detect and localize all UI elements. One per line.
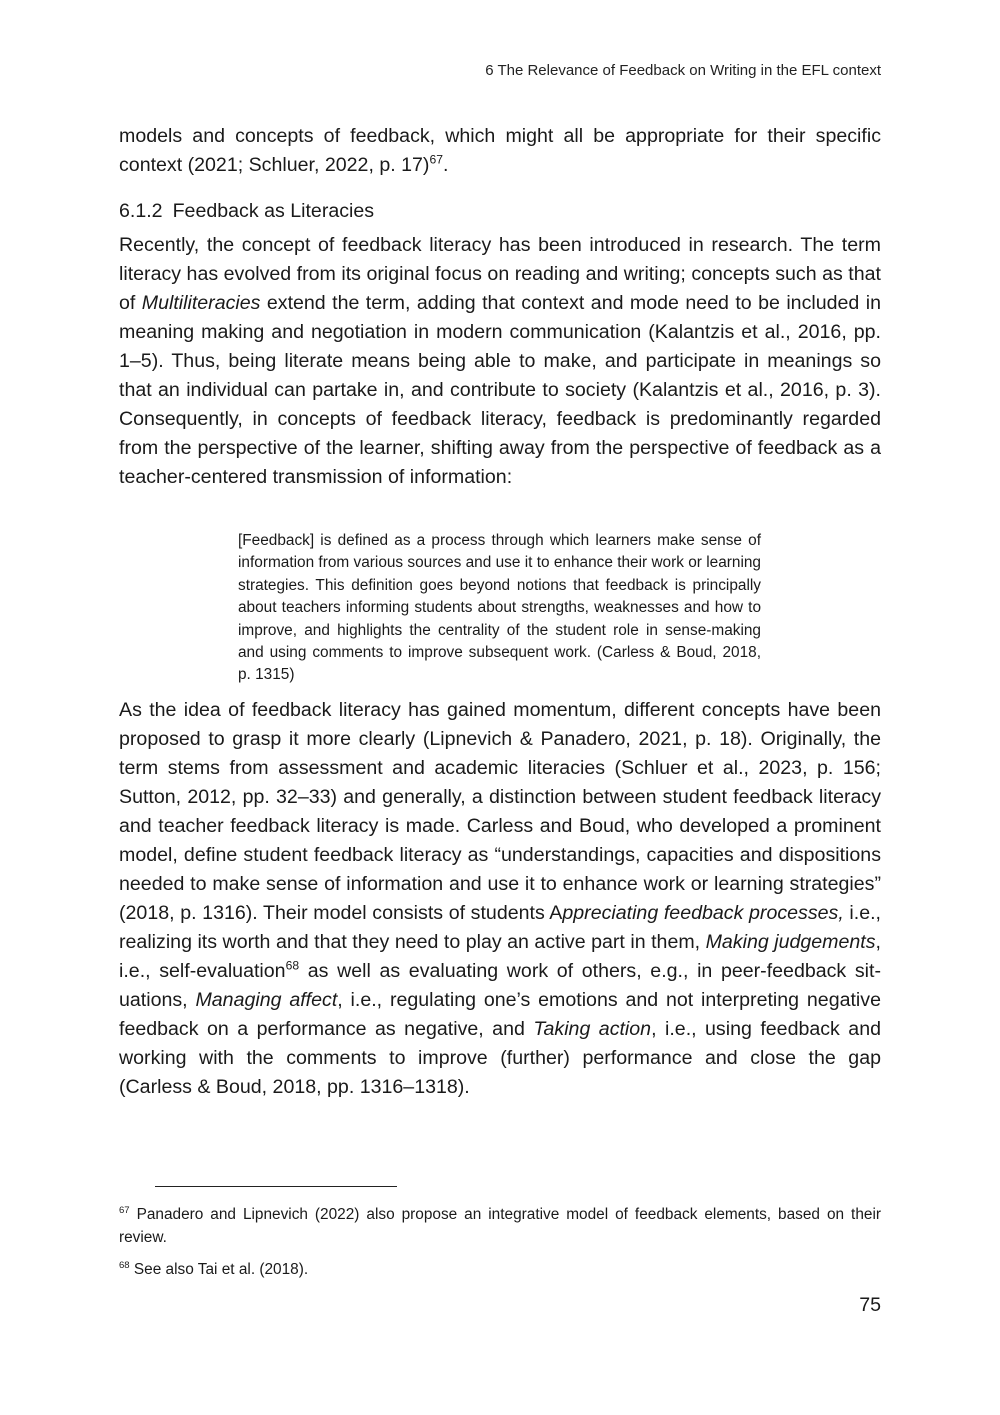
block-quote: [Feedback] is defined as a process through which learners make sense of information from various sources and use it to enhance their work or learning strategies. This definition goes beyond notions that feedback is principally about teachers informing students about strengths, weaknesses and how to improve, and highlights the centrality of the student role in sense-making and using comments to improve subsequent work. (Carless & Boud, 2018, p. 1315) xyxy=(238,532,761,684)
footnote-text: Panadero and Lipnevich (2022) also propose an integrative model of feedback elements, based on their review. xyxy=(119,1206,881,1246)
footnote-separator xyxy=(155,1186,397,1187)
footnote-68 xyxy=(119,1259,881,1282)
section-number: 6.1.2 xyxy=(119,200,163,222)
paragraph-feedback-literacy xyxy=(119,231,881,492)
paragraph-text: , i.e., self-evaluation xyxy=(119,931,881,982)
italic-term: ppreciating feedback processes, xyxy=(562,902,844,924)
paragraph-text: models and concepts of feedback, which might all be appropriate for their specific context (2021; Schluer, 2022, p. 17) xyxy=(119,125,881,176)
book-page xyxy=(119,0,881,1415)
section-heading xyxy=(119,197,374,225)
paragraph-text: , i.e., using feedback and working with the comments to improve (further) performance and close the gap (Carless & Boud, 2018, pp. 1316–1318). xyxy=(119,1018,882,1098)
footnote-marker: 67 xyxy=(119,1204,130,1216)
paragraph-text: As the idea of feedback literacy has gained momentum, different concepts have been proposed to grasp it more clearly (Lipnevich & Panadero, 2021, p. 18). Originally, the term stems from assessment and academic literacies (Schluer et al., 2023, p. 156; Sutton, 2012, pp. 32–33) and generally, a distinction between student feedback literacy and teacher feedback literacy is made. Carless and Boud, who developed a prominent model, define student feedback literacy as “understandings, capacities and dispositions needed to make sense of information and use it to enhance work or learning strategies” (2018, p. 1316). Their model consists of students A xyxy=(119,699,881,924)
paragraph-text: Recently, the concept of feedback literacy has been introduced in research. The term literacy has evolved from its original focus on reading and writing; concepts such as that of xyxy=(119,234,881,314)
running-head: 6 The Relevance of Feedback on Writing in the EFL context xyxy=(485,62,881,79)
footnote-ref-68[interactable]: 68 xyxy=(285,958,300,973)
italic-term: Multiliteracies xyxy=(141,292,261,314)
footnote-marker: 68 xyxy=(119,1259,130,1271)
italic-term: Managing affect xyxy=(195,989,338,1011)
footnote-67 xyxy=(119,1204,881,1249)
italic-term: Taking action xyxy=(533,1018,652,1040)
italic-term: Making judgements xyxy=(705,931,876,953)
section-title: Feedback as Literacies xyxy=(172,200,375,222)
paragraph-text: , i.e., regulating one’s emotions and not interpreting negative feedback on a performance as negative, and xyxy=(119,989,881,1040)
page-number: 75 xyxy=(859,1294,881,1316)
paragraph-tail: . xyxy=(442,154,449,176)
paragraph-text: extend the term, adding that context and mode need to be included in meaning making and negotiation in modern communication (Kalantzis et al., 2016, pp. 1–5). Thus, being literate means being able to make, and participate in meanings so that an individual can partake in, and contribute to society (Kalantzis et al., 2016, p. 3). Consequently, in concepts of feedback literacy, feedback is predominantly regarded from the perspective of the learner, shifting away from the perspective of feedback as a teacher-centered transmission of information: xyxy=(119,292,881,488)
footnote-text: See also Tai et al. (2018). xyxy=(133,1261,309,1278)
paragraph-carless-boud-model xyxy=(119,696,881,1102)
footnote-ref-67[interactable]: 67 xyxy=(429,152,443,167)
paragraph-continuation xyxy=(119,122,881,180)
paragraph-text: as well as evaluating work of others, e.g., in peer-feedback situations, xyxy=(119,960,881,1011)
paragraph-text: i.e., realizing its worth and that they need to play an active part in them, xyxy=(119,902,881,953)
